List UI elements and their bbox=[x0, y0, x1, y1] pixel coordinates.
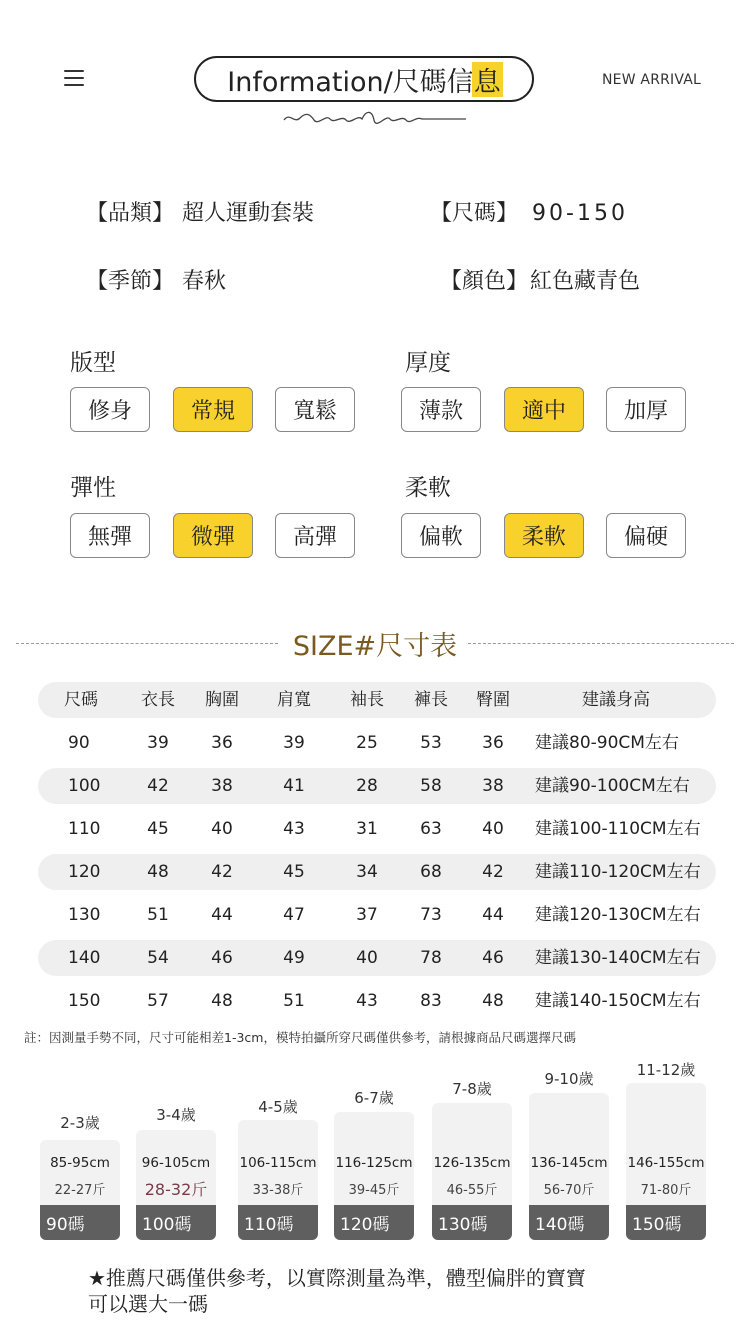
table-cell: 41 bbox=[283, 776, 305, 796]
table-cell: 42 bbox=[147, 776, 169, 796]
thickness-heading: 厚度 bbox=[405, 350, 451, 376]
thickness-option-thin[interactable]: 薄款 bbox=[401, 387, 481, 432]
size-bar-label: 120碼 bbox=[334, 1205, 414, 1240]
footnote-line1: ★推薦尺碼僅供參考，以實際測量為準，體型偏胖的寶寶 bbox=[88, 1266, 586, 1290]
table-cell: 110 bbox=[68, 819, 101, 839]
table-cell: 40 bbox=[482, 819, 504, 839]
table-header-cell: 肩寬 bbox=[277, 690, 311, 710]
size-bar-age: 3-4歲 bbox=[156, 1106, 196, 1124]
elasticity-option-high[interactable]: 高彈 bbox=[275, 513, 355, 558]
size-bar-label: 110碼 bbox=[238, 1205, 318, 1240]
category-label: 【品類】 bbox=[86, 201, 175, 226]
new-arrival-label: NEW ARRIVAL bbox=[602, 72, 702, 88]
divider bbox=[468, 643, 734, 644]
table-cell: 78 bbox=[420, 948, 442, 968]
size-bar-label: 150碼 bbox=[626, 1205, 706, 1240]
page-title-text: Information/尺碼信 bbox=[227, 66, 474, 98]
table-cell: 40 bbox=[211, 819, 233, 839]
fit-option-loose[interactable]: 寬鬆 bbox=[275, 387, 355, 432]
size-bar-height: 116-125cm bbox=[335, 1155, 413, 1171]
table-cell: 45 bbox=[147, 819, 169, 839]
table-cell: 40 bbox=[356, 948, 378, 968]
size-bar-height: 146-155cm bbox=[627, 1155, 705, 1171]
fit-option-regular[interactable]: 常規 bbox=[173, 387, 253, 432]
table-cell: 90 bbox=[68, 733, 90, 753]
table-cell: 140 bbox=[68, 948, 101, 968]
category-info bbox=[86, 196, 314, 227]
signature-flourish-icon bbox=[280, 106, 470, 128]
table-cell: 建議110-120CM左右 bbox=[535, 862, 701, 882]
size-bar-age: 7-8歲 bbox=[452, 1080, 492, 1098]
table-cell: 51 bbox=[283, 991, 305, 1011]
size-label: 【尺碼】 bbox=[430, 201, 519, 226]
table-cell: 36 bbox=[482, 733, 504, 753]
elasticity-option-slight[interactable]: 微彈 bbox=[173, 513, 253, 558]
table-cell: 48 bbox=[147, 862, 169, 882]
size-chart-title: SIZE#尺寸表 bbox=[292, 631, 458, 662]
table-row bbox=[38, 854, 716, 890]
table-cell: 150 bbox=[68, 991, 101, 1011]
table-cell: 39 bbox=[283, 733, 305, 753]
table-cell: 120 bbox=[68, 862, 101, 882]
table-cell: 58 bbox=[420, 776, 442, 796]
table-cell: 44 bbox=[482, 905, 504, 925]
size-bar-weight: 22-27斤 bbox=[54, 1183, 106, 1198]
table-cell: 48 bbox=[482, 991, 504, 1011]
elasticity-option-none[interactable]: 無彈 bbox=[70, 513, 150, 558]
size-value: 90-150 bbox=[532, 201, 628, 226]
table-cell: 49 bbox=[283, 948, 305, 968]
footnote bbox=[88, 1265, 688, 1317]
page-title bbox=[194, 56, 534, 102]
size-bar-height: 126-135cm bbox=[433, 1155, 511, 1171]
fit-option-slim[interactable]: 修身 bbox=[70, 387, 150, 432]
size-bar-age: 6-7歲 bbox=[354, 1089, 394, 1107]
size-bar-label: 90碼 bbox=[40, 1205, 120, 1240]
color-label: 【顏色】 bbox=[440, 269, 529, 294]
softness-option-soft[interactable]: 偏軟 bbox=[401, 513, 481, 558]
table-cell: 建議90-100CM左右 bbox=[535, 776, 690, 796]
table-cell: 53 bbox=[420, 733, 442, 753]
menu-icon[interactable] bbox=[64, 70, 84, 86]
size-bar-weight: 28-32斤 bbox=[144, 1180, 208, 1199]
thickness-option-thick[interactable]: 加厚 bbox=[606, 387, 686, 432]
table-cell: 38 bbox=[482, 776, 504, 796]
season-label: 【季節】 bbox=[86, 269, 175, 294]
size-bar-weight: 33-38斤 bbox=[252, 1183, 304, 1198]
table-cell: 44 bbox=[211, 905, 233, 925]
table-cell: 建議140-150CM左右 bbox=[535, 991, 701, 1011]
table-cell: 42 bbox=[211, 862, 233, 882]
table-header-cell: 胸圍 bbox=[205, 690, 239, 710]
elasticity-heading: 彈性 bbox=[70, 475, 116, 501]
size-bar-weight: 71-80斤 bbox=[640, 1183, 692, 1198]
table-header-row bbox=[38, 682, 716, 718]
table-header-cell: 尺碼 bbox=[64, 690, 98, 710]
color-value: 紅色藏青色 bbox=[530, 269, 641, 294]
size-chart-title-bar bbox=[16, 624, 734, 660]
page-title-highlight: 息 bbox=[474, 60, 501, 99]
table-cell: 42 bbox=[482, 862, 504, 882]
table-cell: 25 bbox=[356, 733, 378, 753]
size-bar-height: 106-115cm bbox=[239, 1155, 317, 1171]
table-cell: 63 bbox=[420, 819, 442, 839]
size-bar-age: 2-3歲 bbox=[60, 1114, 100, 1132]
table-cell: 45 bbox=[283, 862, 305, 882]
size-bar-weight: 39-45斤 bbox=[348, 1183, 400, 1198]
softness-option-medium[interactable]: 柔軟 bbox=[504, 513, 584, 558]
table-cell: 54 bbox=[147, 948, 169, 968]
table-cell: 73 bbox=[420, 905, 442, 925]
fit-heading: 版型 bbox=[70, 350, 116, 376]
size-bar-weight: 46-55斤 bbox=[446, 1183, 498, 1198]
size-bar-age: 9-10歲 bbox=[544, 1070, 594, 1088]
size-bar-label: 130碼 bbox=[432, 1205, 512, 1240]
table-cell: 建議80-90CM左右 bbox=[535, 733, 679, 753]
thickness-option-medium[interactable]: 適中 bbox=[504, 387, 584, 432]
table-row bbox=[38, 940, 716, 976]
table-row bbox=[38, 897, 716, 933]
table-row bbox=[38, 983, 716, 1019]
size-bar-height: 136-145cm bbox=[530, 1155, 608, 1171]
table-cell: 38 bbox=[211, 776, 233, 796]
season-info bbox=[86, 264, 226, 295]
table-cell: 建議120-130CM左右 bbox=[535, 905, 701, 925]
table-cell: 37 bbox=[356, 905, 378, 925]
table-cell: 83 bbox=[420, 991, 442, 1011]
size-bar-height: 85-95cm bbox=[50, 1155, 110, 1171]
table-cell: 47 bbox=[283, 905, 305, 925]
table-cell: 43 bbox=[283, 819, 305, 839]
table-row bbox=[38, 768, 716, 804]
table-cell: 31 bbox=[356, 819, 378, 839]
table-cell: 34 bbox=[356, 862, 378, 882]
table-cell: 100 bbox=[68, 776, 101, 796]
size-bar-label: 140碼 bbox=[529, 1205, 609, 1240]
table-cell: 28 bbox=[356, 776, 378, 796]
softness-heading: 柔軟 bbox=[405, 475, 451, 501]
table-header-cell: 褲長 bbox=[414, 690, 448, 710]
table-header-cell: 衣長 bbox=[141, 690, 175, 710]
size-info bbox=[430, 196, 628, 227]
softness-option-hard[interactable]: 偏硬 bbox=[606, 513, 686, 558]
size-bar-weight: 56-70斤 bbox=[543, 1183, 595, 1198]
footnote-line2: 可以選大一碼 bbox=[88, 1292, 208, 1316]
color-info bbox=[440, 264, 640, 295]
table-cell: 建議130-140CM左右 bbox=[535, 948, 701, 968]
size-bar-height: 96-105cm bbox=[141, 1155, 211, 1171]
measurement-note: 註：因測量手勢不同，尺寸可能相差1-3cm，模特拍攝所穿尺碼僅供參考，請根據商品尺碼選擇尺碼 bbox=[24, 1030, 576, 1045]
table-cell: 46 bbox=[482, 948, 504, 968]
table-row bbox=[38, 725, 716, 761]
table-cell: 130 bbox=[68, 905, 101, 925]
table-cell: 39 bbox=[147, 733, 169, 753]
table-header-cell: 建議身高 bbox=[582, 690, 650, 710]
size-bar-label: 100碼 bbox=[136, 1205, 216, 1240]
category-value: 超人運動套裝 bbox=[182, 201, 315, 226]
table-header-cell: 臀圍 bbox=[476, 690, 510, 710]
table-cell: 68 bbox=[420, 862, 442, 882]
season-value: 春秋 bbox=[182, 269, 227, 294]
table-cell: 43 bbox=[356, 991, 378, 1011]
table-cell: 57 bbox=[147, 991, 169, 1011]
size-bar-age: 11-12歲 bbox=[636, 1061, 696, 1079]
table-cell: 48 bbox=[211, 991, 233, 1011]
table-header-cell: 袖長 bbox=[350, 690, 384, 710]
size-bar-age: 4-5歲 bbox=[258, 1098, 298, 1116]
table-row bbox=[38, 811, 716, 847]
table-cell: 36 bbox=[211, 733, 233, 753]
table-cell: 建議100-110CM左右 bbox=[535, 819, 701, 839]
table-cell: 46 bbox=[211, 948, 233, 968]
table-cell: 51 bbox=[147, 905, 169, 925]
